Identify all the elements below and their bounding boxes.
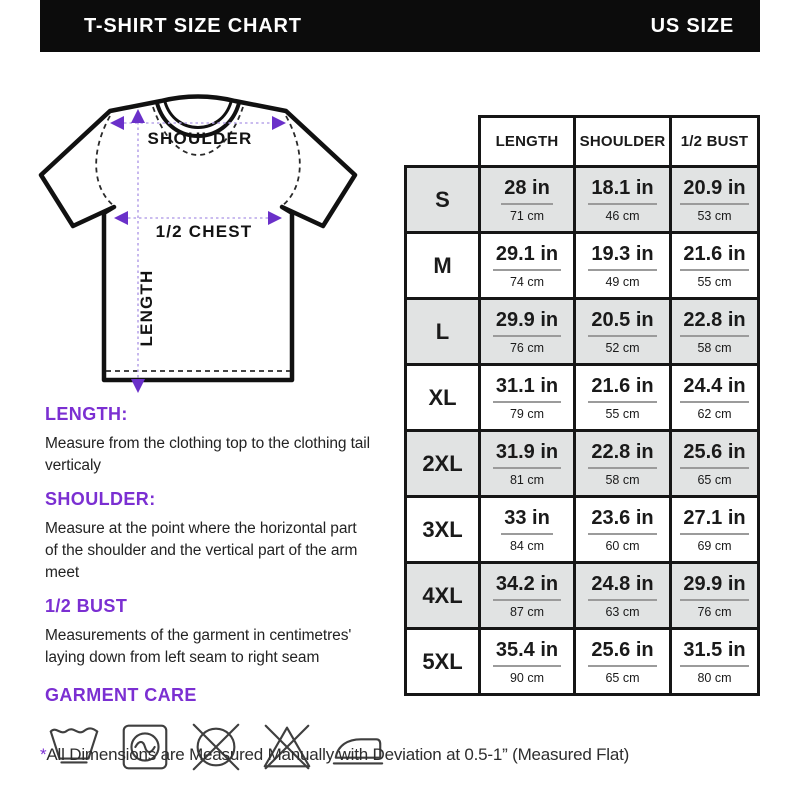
size-label: 3XL bbox=[406, 497, 480, 563]
table-corner-empty bbox=[406, 117, 480, 167]
value-in: 20.5 in bbox=[588, 309, 656, 337]
value-in: 21.6 in bbox=[588, 375, 656, 403]
garment-care-heading: GARMENT CARE bbox=[45, 685, 197, 705]
value-cm: 53 cm bbox=[697, 208, 732, 223]
value-in: 33 in bbox=[501, 507, 553, 535]
value-cm: 65 cm bbox=[605, 670, 640, 685]
value-in: 31.5 in bbox=[680, 639, 748, 667]
diagram-shoulder-label: SHOULDER bbox=[147, 129, 253, 148]
table-row bbox=[406, 563, 759, 629]
value-cm: 79 cm bbox=[509, 406, 545, 421]
value-in: 21.6 in bbox=[680, 243, 748, 271]
col-header-bust: 1/2 BUST bbox=[671, 117, 759, 167]
value-cm: 84 cm bbox=[509, 538, 545, 553]
table-row bbox=[406, 233, 759, 299]
size-label: 4XL bbox=[406, 563, 480, 629]
value-cm: 46 cm bbox=[605, 208, 640, 223]
table-row bbox=[406, 167, 759, 233]
value-in: 23.6 in bbox=[588, 507, 656, 535]
value-cm: 65 cm bbox=[697, 472, 732, 487]
value-cm: 80 cm bbox=[697, 670, 732, 685]
footnote-asterisk: * bbox=[40, 745, 47, 764]
shoulder-description: Measure at the point where the horizontal part of the shoulder and the vertical part of the arm meet bbox=[45, 520, 358, 581]
footnote-text: All Dimensions are Measured Manually with Deviation at 0.5-1” (Measured Flat) bbox=[46, 745, 630, 764]
size-label: 2XL bbox=[406, 431, 480, 497]
table-row bbox=[406, 365, 759, 431]
value-in: 31.1 in bbox=[493, 375, 561, 403]
bust-description: Measurements of the garment in centimetres' laying down from left seam to right seam bbox=[45, 627, 352, 666]
tshirt-diagram bbox=[26, 80, 374, 402]
instructions-panel bbox=[45, 404, 397, 776]
value-cm: 63 cm bbox=[605, 604, 640, 619]
bust-heading: 1/2 BUST bbox=[45, 596, 128, 616]
value-cm: 71 cm bbox=[509, 208, 545, 223]
value-cm: 49 cm bbox=[605, 274, 640, 289]
value-cm: 81 cm bbox=[509, 472, 545, 487]
value-cm: 90 cm bbox=[509, 670, 545, 685]
size-label: M bbox=[406, 233, 480, 299]
value-in: 18.1 in bbox=[588, 177, 656, 205]
table-row bbox=[406, 431, 759, 497]
region-label: US SIZE bbox=[650, 14, 734, 37]
size-label: L bbox=[406, 299, 480, 365]
value-in: 22.8 in bbox=[680, 309, 748, 337]
value-cm: 62 cm bbox=[697, 406, 732, 421]
diagram-chest-label: 1/2 CHEST bbox=[155, 222, 253, 241]
value-cm: 55 cm bbox=[605, 406, 640, 421]
footnote bbox=[40, 745, 629, 765]
value-cm: 69 cm bbox=[697, 538, 732, 553]
page-title: T-SHIRT SIZE CHART bbox=[84, 14, 302, 37]
size-label: S bbox=[406, 167, 480, 233]
value-cm: 60 cm bbox=[605, 538, 640, 553]
length-description: Measure from the clothing top to the clothing tail verticaly bbox=[45, 435, 370, 474]
table-header-row bbox=[406, 117, 759, 167]
value-cm: 58 cm bbox=[605, 472, 640, 487]
shoulder-heading: SHOULDER: bbox=[45, 489, 156, 509]
value-cm: 76 cm bbox=[509, 340, 545, 355]
value-cm: 55 cm bbox=[697, 274, 732, 289]
value-cm: 76 cm bbox=[697, 604, 732, 619]
value-in: 22.8 in bbox=[588, 441, 656, 469]
size-table bbox=[404, 115, 760, 696]
value-in: 31.9 in bbox=[493, 441, 561, 469]
length-heading: LENGTH: bbox=[45, 404, 128, 424]
value-in: 29.9 in bbox=[493, 309, 561, 337]
value-cm: 58 cm bbox=[697, 340, 732, 355]
size-label: 5XL bbox=[406, 629, 480, 695]
value-cm: 87 cm bbox=[509, 604, 545, 619]
value-in: 24.8 in bbox=[588, 573, 656, 601]
value-in: 29.9 in bbox=[680, 573, 748, 601]
table-row bbox=[406, 629, 759, 695]
diagram-length-label: LENGTH bbox=[137, 269, 156, 347]
value-cm: 74 cm bbox=[509, 274, 545, 289]
size-label: XL bbox=[406, 365, 480, 431]
table-row bbox=[406, 299, 759, 365]
value-cm: 52 cm bbox=[605, 340, 640, 355]
value-in: 35.4 in bbox=[493, 639, 561, 667]
value-in: 24.4 in bbox=[680, 375, 748, 403]
value-in: 25.6 in bbox=[680, 441, 748, 469]
col-header-shoulder: SHOULDER bbox=[575, 117, 671, 167]
table-row bbox=[406, 497, 759, 563]
value-in: 29.1 in bbox=[493, 243, 561, 271]
header-bar bbox=[40, 0, 760, 52]
length-arrow-bottom bbox=[131, 379, 145, 393]
value-in: 25.6 in bbox=[588, 639, 656, 667]
value-in: 34.2 in bbox=[493, 573, 561, 601]
value-in: 27.1 in bbox=[680, 507, 748, 535]
value-in: 20.9 in bbox=[680, 177, 748, 205]
value-in: 28 in bbox=[501, 177, 553, 205]
col-header-length: LENGTH bbox=[480, 117, 575, 167]
value-in: 19.3 in bbox=[588, 243, 656, 271]
